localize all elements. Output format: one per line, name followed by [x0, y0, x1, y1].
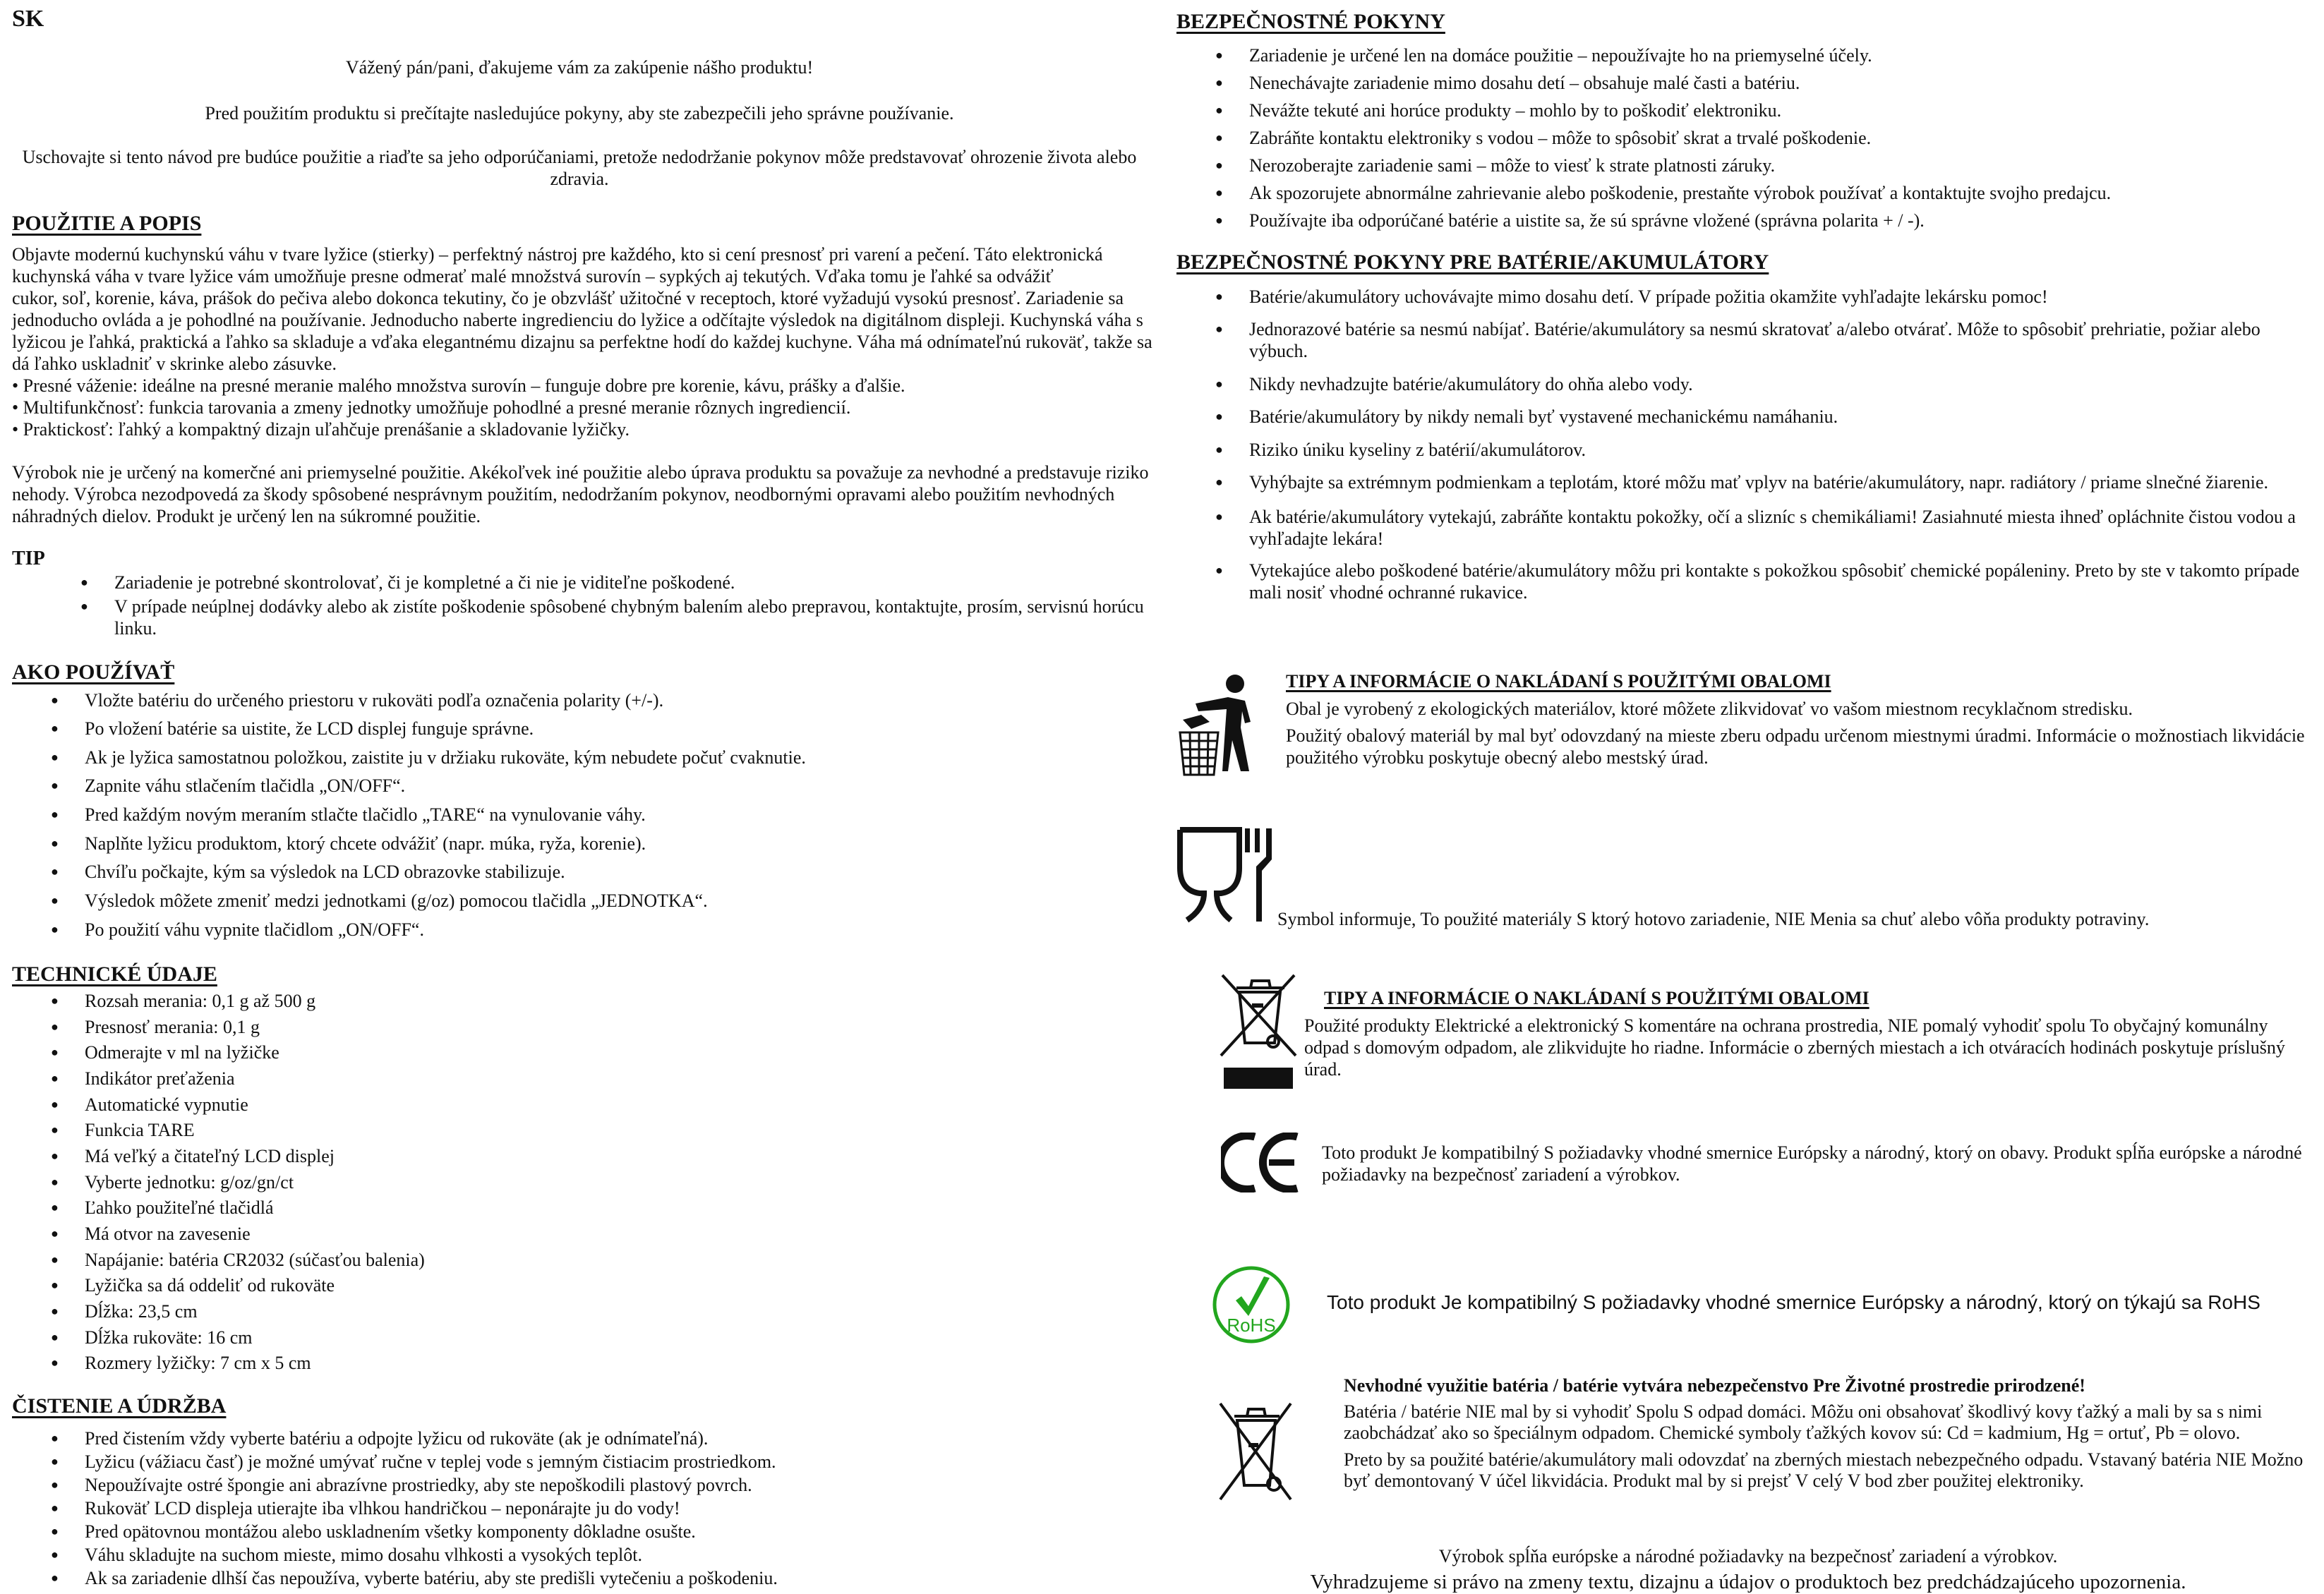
tech-spec-item: ● Ľahko použiteľné tlačidlá — [85, 1197, 274, 1219]
rohs-check-icon — [1212, 1265, 1291, 1344]
glass-fork-icon — [1176, 826, 1275, 924]
tech-spec-item: ● Má otvor na zavesenie — [85, 1223, 251, 1245]
tip-item: ● Zariadenie je potrebné skontrolovať, či je kompletné a či nie je viditeľne poškodené. — [114, 572, 735, 593]
battery-waste-text: byť demontovaný V účel likvidácia. Produkt mal by si prejsť V celý V bod zber použitej elektroniky. — [1344, 1471, 2084, 1491]
battery-safety-item: ● Riziko úniku kyseliny z batérií/akumulátorov. — [1249, 439, 1586, 461]
tech-spec-item: ● Vyberte jednotku: g/oz/gn/ct — [85, 1171, 294, 1193]
intro-greeting: Vážený pán/pani, ďakujeme vám za zakúpenie nášho produktu! — [345, 57, 814, 78]
ce-mark-icon — [1221, 1133, 1302, 1193]
battery-waste-text: Batéria / batérie NIE mal by si vyhodiť Spolu S odpad domáci. Môžu oni obsahovať škodlivý kovy ťažký a mali by sa s nimi — [1344, 1401, 2263, 1422]
how-to-use-item: ● Vložte batériu do určeného priestoru v rukoväti podľa označenia polarity (+/-). — [85, 689, 663, 711]
usage-description — [12, 243, 1152, 440]
usage-feature: • Multifunkčnosť: funkcia tarovania a zmeny jednotky umožňuje pohodlné a presné meranie rôznych ingrediencií. — [12, 397, 851, 418]
intro-read-first: Pred použitím produktu si prečítajte nasledujúce pokyny, aby ste zabezpečili jeho správne používanie. — [205, 103, 954, 123]
battery-safety-item: ● Batérie/akumulátory by nikdy nemali byť vystavené mechanickému namáhaniu. — [1249, 406, 1838, 428]
disclaimer-line: Výrobok nie je určený na komerčné ani priemyselné použitie. Akékoľvek iné použitie alebo úprava produktu sa považuje za nevhodné a predstavuje riziko — [12, 462, 1149, 483]
usage-line: lyžicou je ľahká, praktická a ľahko sa skladuje a vďaka elegantnému dizajnu sa perfektne hodí do každej kuchyne. Váha má odnímateľnú rukoväť, takže sa — [12, 332, 1152, 352]
tech-spec-item: ● Indikátor preťaženia — [85, 1068, 235, 1089]
food-safe-text: Symbol informuje, To použité materiály S ktorý hotovo zariadenie, NIE Menia sa chuť alebo vôňa produkty potraviny. — [1277, 909, 2150, 929]
tidyman-litter-icon — [1177, 672, 1262, 778]
tech-spec-item: ● Funkcia TARE — [85, 1119, 195, 1141]
battery-safety-item: ● Nikdy nevhadzujte batérie/akumulátory do ohňa alebo vody. — [1249, 373, 1693, 395]
disclaimer-line: náhradných dielov. Produkt je určený len na súkromné použitie. — [12, 506, 481, 526]
how-to-use-item: ● Výsledok môžete zmeniť medzi jednotkami (g/oz) pomocou tlačidla „JEDNOTKA“. — [85, 890, 708, 912]
cleaning-item: ● Rukoväť LCD displeja utierajte iba vlhkou handričkou – neponárajte ju do vody! — [85, 1497, 680, 1519]
safety-item: ● Používajte iba odporúčané batérie a uistite sa, že sú správne vložené (správna polarita + / -). — [1249, 210, 1925, 231]
how-to-use-item: ● Naplňte lyžicu produktom, ktorý chcete odvážiť (napr. múka, ryža, korenie). — [85, 833, 646, 855]
battery-waste-text: zaobchádzať ako so špeciálnym odpadom. Chemické symboly ťažkých kovov sú: Cd = kadmium, Hg = ortuť, Pb = olovo. — [1344, 1423, 2241, 1443]
safety-item: ● Zabráňte kontaktu elektroniky s vodou – môže to spôsobiť skrat a trvalé poškodenie. — [1249, 127, 1871, 149]
tech-spec-item: ● Napájanie: batéria CR2032 (súčasťou balenia) — [85, 1249, 425, 1271]
ce-text: požiadavky na bezpečnosť zariadení a výrobkov. — [1322, 1164, 1680, 1185]
packaging-text: Použitý obalový materiál by mal byť odovzdaný na mieste zberu odpadu určenom miestnymi úradmi. Informácie o možnostiach likvidácie — [1286, 725, 2305, 746]
usage-disclaimer — [12, 461, 1148, 527]
how-to-use-item: ● Po vložení batérie sa uistite, že LCD displej funguje správne. — [85, 718, 534, 739]
usage-line: Objavte modernú kuchynskú váhu v tvare lyžice (stierky) – perfektný nástroj pre každého, kto si cení presnosť pri varení a pečení. Táto elektronická — [12, 244, 1103, 265]
section-heading-battery-safety: BEZPEČNOSTNÉ POKYNY PRE BATÉRIE/AKUMULÁTORY — [1176, 250, 1769, 274]
disclaimer-line: nehody. Výrobca nezodpovedá za škody spôsobené nesprávnym použitím, nedodržaním pokynov, neodbornými opravami alebo použitím nevhodných — [12, 484, 1115, 505]
crossed-bin-icon — [1220, 972, 1297, 1092]
battery-crossed-bin-icon — [1217, 1401, 1294, 1503]
battery-safety-item: ● Vytekajúce alebo poškodené batérie/akumulátory môžu pri kontakte s pokožkou spôsobiť chemické popáleniny. Preto by ste v takomto prípade mali nosiť vhodné ochranné rukavice. — [1249, 560, 2299, 603]
weee-text: odpad s domovým odpadom, ale zlikvidujte ho riadne. Informácie o zberných miestach a ich otváracích hodinách poskytuje príslušný — [1304, 1037, 2285, 1058]
footer-compliance: Výrobok spĺňa európske a národné požiadavky na bezpečnosť zariadení a výrobkov. — [1438, 1546, 2058, 1566]
tech-spec-item: ● Rozmery lyžičky: 7 cm x 5 cm — [85, 1352, 311, 1374]
weee-text: Použité produkty Elektrické a elektronický S komentáre na ochrana prostredia, NIE pomalý vyhodiť spolu To obyčajný komunálny — [1304, 1015, 2268, 1036]
tech-spec-item: ● Odmerajte v ml na lyžičke — [85, 1041, 279, 1063]
rohs-badge-text: RoHS — [1227, 1315, 1276, 1336]
section-heading-usage: POUŽITIE A POPIS — [12, 212, 202, 235]
language-code: SK — [12, 6, 44, 32]
how-to-use-item: ● Ak je lyžica samostatnou položkou, zaistite ju v držiaku rukoväte, kým nebudete počuť cvaknutie. — [85, 747, 806, 768]
intro-keep-manual: Uschovajte si tento návod pre budúce použitie a riaďte sa jeho odporúčaniami, pretože nedodržanie pokynov môže predstavovať ohrozenie života alebo zdravia. — [22, 147, 1137, 189]
how-to-use-item: ● Zapnite váhu stlačením tlačidla „ON/OFF“. — [85, 775, 405, 797]
cleaning-item: ● Lyžicu (vážiacu časť) je možné umývať ručne v teplej vode s jemným čistiacim prostriedkom. — [85, 1451, 776, 1473]
usage-line: cukor, soľ, korenie, káva, prášok do pečiva alebo dokonca tekutiny, čo je obzvlášť užitočné v receptoch, ktoré vyžadujú vysokú presnosť. Zariadenie sa — [12, 288, 1124, 308]
usage-line: kuchynská váha v tvare lyžice vám umožňuje presne odmerať malé množstvá surovín – sypkých aj tekutých. Vďaka tomu je ľahké sa odvážiť — [12, 266, 1054, 286]
weee-heading: TIPY A INFORMÁCIE O NAKLÁDANÍ S POUŽITÝMI OBALOMI — [1324, 988, 1870, 1008]
cleaning-item: ● Pred opätovnou montážou alebo uskladnením všetky komponenty dôkladne osušte. — [85, 1521, 696, 1542]
tech-spec-item: ● Rozsah merania: 0,1 g až 500 g — [85, 990, 315, 1012]
how-to-use-item: ● Pred každým novým meraním stlačte tlačidlo „TARE“ na vynulovanie váhy. — [85, 804, 646, 826]
battery-waste-heading: Nevhodné využitie batéria / batérie vytvára nebezpečenstvo Pre Životné prostredie prirodzené! — [1344, 1375, 2085, 1396]
ce-text: Toto produkt Je kompatibilný S požiadavky vhodné smernice Európsky a národný, ktorý on obavy. Produkt spĺňa európske a národné — [1322, 1142, 2302, 1163]
battery-safety-item: ● Vyhýbajte sa extrémnym podmienkam a teplotám, ktoré môžu mať vplyv na batérie/akumulátory, napr. radiátory / priame slnečné žiarenie. — [1249, 471, 2268, 493]
cleaning-item: ● Pred čistením vždy vyberte batériu a odpojte lyžicu od rukoväte (ak je odnímateľná). — [85, 1427, 708, 1449]
battery-waste-text: Preto by sa použité batérie/akumulátory mali odovzdať na zberných miestach nebezpečného odpadu. Vstavaný batéria NIE Možno — [1344, 1449, 2304, 1470]
battery-safety-item: ● Jednorazové batérie sa nesmú nabíjať. Batérie/akumulátory sa nesmú skratovať a/alebo otvárať. Môže to spôsobiť prehriatie, požiar alebo výbuch. — [1249, 318, 2260, 362]
how-to-use-item: ● Po použití váhu vypnite tlačidlom „ON/OFF“. — [85, 919, 424, 941]
tech-spec-item: ● Presnosť merania: 0,1 g — [85, 1016, 260, 1038]
tech-spec-item: ● Dĺžka: 23,5 cm — [85, 1300, 198, 1322]
section-heading-tech-specs: TECHNICKÉ ÚDAJE — [12, 962, 217, 986]
section-heading-safety: BEZPEČNOSTNÉ POKYNY — [1176, 10, 1445, 33]
safety-item: ● Nenechávajte zariadenie mimo dosahu detí – obsahuje malé časti a batériu. — [1249, 72, 1800, 94]
battery-safety-item: ● Ak batérie/akumulátory vytekajú, zabráňte kontaktu pokožky, očí a slizníc s chemikáliami! Zasiahnuté miesta ihneď opláchnite čistou vodou a vyhľadajte lekára! — [1249, 506, 2296, 550]
usage-line: dá ľahko uskladniť v skrinke alebo zásuvke. — [12, 354, 337, 374]
safety-item: ● Nerozoberajte zariadenie sami – môže to viesť k strate platnosti záruky. — [1249, 155, 1775, 176]
packaging-heading: TIPY A INFORMÁCIE O NAKLÁDANÍ S POUŽITÝMI OBALOMI — [1286, 671, 1831, 692]
tech-spec-item: ● Dĺžka rukoväte: 16 cm — [85, 1327, 253, 1348]
tech-spec-item: ● Automatické vypnutie — [85, 1094, 248, 1116]
packaging-text: použitého výrobku poskytuje obecný alebo mestský úrad. — [1286, 747, 1709, 768]
safety-item: ● Ak spozorujete abnormálne zahrievanie alebo poškodenie, prestaňte výrobok používať a kontaktujte svojho predajcu. — [1249, 182, 2111, 204]
battery-safety-item: ● Batérie/akumulátory uchovávajte mimo dosahu detí. V prípade požitia okamžite vyhľadajte lekársku pomoc! — [1249, 286, 2048, 308]
section-heading-tip: TIP — [12, 548, 45, 569]
usage-feature: • Praktickosť: ľahký a kompaktný dizajn uľahčuje prenášanie a skladovanie lyžičky. — [12, 419, 630, 440]
safety-item: ● Nevážte tekuté ani horúce produkty – mohlo by to poškodiť elektroniku. — [1249, 99, 1781, 121]
section-heading-cleaning: ČISTENIE A ÚDRŽBA — [12, 1394, 227, 1418]
how-to-use-item: ● Chvíľu počkajte, kým sa výsledok na LCD obrazovke stabilizuje. — [85, 861, 565, 883]
section-heading-how-to-use: AKO POUŽÍVAŤ — [12, 660, 175, 684]
usage-line: jednoducho ovláda a je pohodlné na používanie. Jednoducho naberte ingredienciu do lyžice a odčítajte výsledok na digitálnom displeji. Kuchynská váha s — [12, 310, 1143, 330]
usage-feature: • Presné váženie: ideálne na presné meranie malého množstva surovín – funguje dobre pre korenie, kávu, prášky a ďalšie. — [12, 375, 905, 396]
rohs-text: Toto produkt Je kompatibilný S požiadavky vhodné smernice Európsky a národný, ktorý on týkajú sa RoHS — [1327, 1291, 2260, 1313]
cleaning-item: ● Ak sa zariadenie dlhší čas nepoužíva, vyberte batériu, aby ste predišli vytečeniu a poškodeniu. — [85, 1567, 778, 1589]
cleaning-item: ● Nepoužívajte ostré špongie ani abrazívne prostriedky, aby ste nepoškodili plastový povrch. — [85, 1474, 752, 1496]
safety-item: ● Zariadenie je určené len na domáce použitie – nepoužívajte ho na priemyselné účely. — [1249, 44, 1872, 66]
weee-text: úrad. — [1304, 1059, 1342, 1080]
footer-rights: Vyhradzujeme si právo na zmeny textu, dizajnu a údajov o produktoch bez predchádzajúceho upozornenia. — [1310, 1571, 2186, 1593]
cleaning-item: ● Váhu skladujte na suchom mieste, mimo dosahu vlhkosti a vysokých teplôt. — [85, 1544, 642, 1566]
tip-item: ● V prípade neúplnej dodávky alebo ak zistíte poškodenie spôsobené chybným balením alebo prepravou, kontaktujte, prosím, servisnú horúcu linku. — [114, 596, 1145, 639]
tech-spec-item: ● Má veľký a čitateľný LCD displej — [85, 1145, 335, 1167]
packaging-text: Obal je vyrobený z ekologických materiálov, ktoré môžete zlikvidovať vo vašom miestnom recyklačnom stredisku. — [1286, 699, 2133, 719]
tech-spec-item: ● Lyžička sa dá oddeliť od rukoväte — [85, 1274, 335, 1296]
